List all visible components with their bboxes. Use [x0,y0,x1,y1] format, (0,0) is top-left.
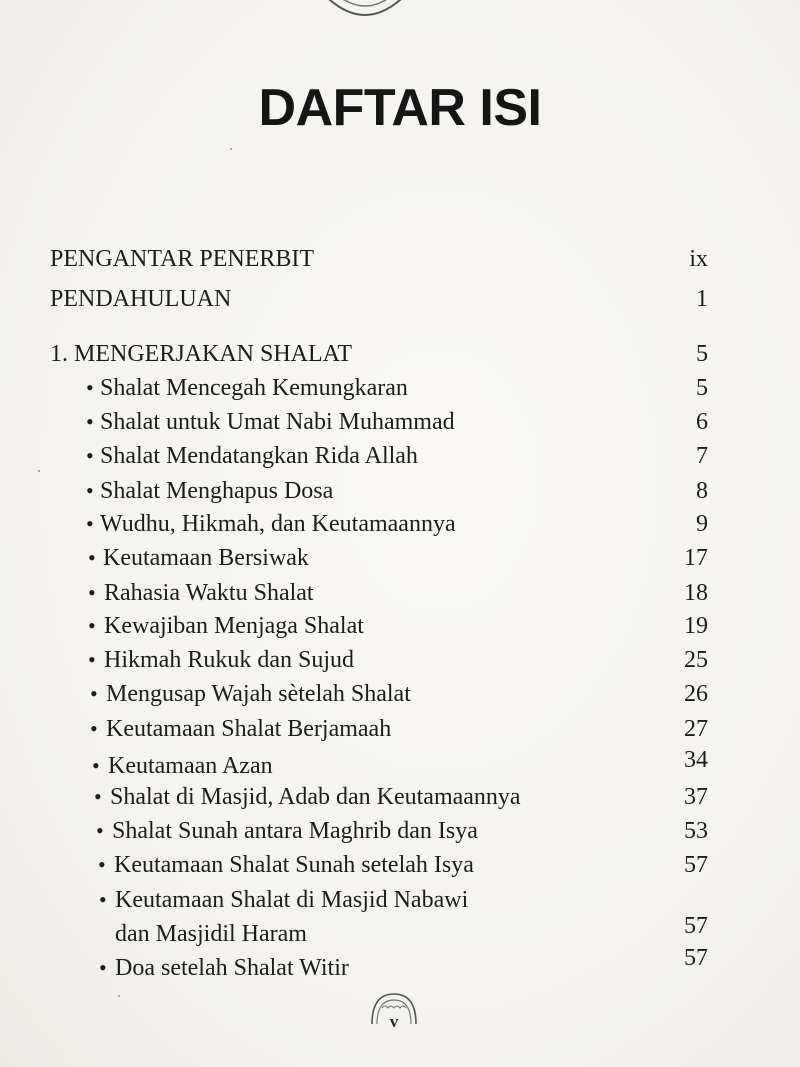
toc-item[interactable] [0,373,800,403]
toc-item-page: 9 [696,511,708,537]
toc-item[interactable] [0,885,800,949]
toc-item-label: Keutamaan Shalat Berjamaah [106,716,392,742]
toc-item[interactable] [0,441,800,471]
toc-item-page: 57 [684,945,708,971]
toc-item-page: 27 [684,716,708,742]
toc-item-page: 7 [696,443,708,469]
toc-item[interactable] [0,945,800,983]
bullet-icon: • [88,647,96,672]
toc-item[interactable] [0,714,800,744]
page-number: v [389,1012,399,1031]
bullet-icon: • [86,511,94,536]
toc-chapter-label: 1. MENGERJAKAN SHALAT [50,341,353,367]
toc-item[interactable] [0,611,800,641]
toc-item-page: 19 [684,613,708,639]
toc-item[interactable] [0,747,800,781]
bullet-icon: • [86,409,94,434]
toc-item-label: Shalat Mendatangkan Rida Allah [100,443,418,469]
toc-item-page: 57 [684,852,708,878]
toc-item-page: 57 [684,913,708,939]
bullet-icon: • [88,613,96,638]
toc-item[interactable] [0,407,800,437]
toc-item-page: 37 [684,784,708,810]
toc-entry-pengantar[interactable] [0,244,800,274]
toc-item-label: Shalat Sunah antara Maghrib dan Isya [112,818,478,844]
toc-entry-label: PENDAHULUAN [50,286,232,312]
toc-item-label: Rahasia Waktu Shalat [104,580,314,606]
toc-item[interactable] [0,578,800,608]
bullet-icon: • [96,818,104,843]
toc-item[interactable] [0,509,800,539]
bullet-icon: • [92,753,100,778]
bullet-icon: • [99,955,107,980]
toc-item-page: 6 [696,409,708,435]
toc-item-page: 17 [684,545,708,571]
bullet-icon: • [88,580,96,605]
toc-entry-label: PENGANTAR PENERBIT [50,246,315,272]
toc-item-label: Wudhu, Hikmah, dan Keutamaannya [100,511,456,537]
toc-item-page: 26 [684,681,708,707]
toc-item-page: 18 [684,580,708,606]
toc-item-label: Kewajiban Menjaga Shalat [104,613,364,639]
bullet-icon: • [90,681,98,706]
toc-item-label: Keutamaan Azan [108,753,273,779]
toc-item-label: Doa setelah Shalat Witir [115,955,349,981]
toc-item-label: Shalat Menghapus Dosa [100,478,334,504]
toc-item[interactable] [0,476,800,506]
bullet-icon: • [90,716,98,741]
toc-item[interactable] [0,782,800,812]
toc-item-label: Shalat Mencegah Kemungkaran [100,375,408,401]
toc-item-label: Mengusap Wajah sètelah Shalat [106,681,411,707]
toc-item-page: 34 [684,747,708,773]
bullet-icon: • [86,375,94,400]
toc-item-label: Shalat di Masjid, Adab dan Keutamaannya [110,784,521,810]
ornament-arch-icon [290,0,440,32]
bullet-icon: • [86,478,94,503]
toc-item-label: Shalat untuk Umat Nabi Muhammad [100,409,455,435]
toc-entry-page: 5 [696,341,708,367]
bullet-icon: • [88,545,96,570]
toc-item-label: Keutamaan Shalat di Masjid Nabawi [115,887,469,913]
toc-entry-page: 1 [696,286,708,312]
toc-item[interactable] [0,645,800,675]
page-title: DAFTAR ISI [258,79,542,137]
bullet-icon: • [86,443,94,468]
toc-item-page: 25 [684,647,708,673]
toc-item-label: Keutamaan Shalat Sunah setelah Isya [114,852,474,878]
bullet-icon: • [94,784,102,809]
paper-speck [38,470,40,472]
toc-item-label-line2: dan Masjidil Haram [115,921,307,947]
toc-item[interactable] [0,850,800,880]
paper-speck [230,148,232,150]
bullet-icon: • [99,887,107,912]
toc-entry-pendahuluan[interactable] [0,284,800,314]
toc-item-page: 5 [696,375,708,401]
bullet-icon: • [98,852,106,877]
paper-speck [118,995,120,997]
toc-item[interactable] [0,679,800,709]
toc-chapter-1[interactable] [0,339,800,369]
toc-item[interactable] [0,816,800,846]
toc-item-page: 53 [684,818,708,844]
toc-item-label: Hikmah Rukuk dan Sujud [104,647,354,673]
toc-item-page: 8 [696,478,708,504]
toc-entry-page: ix [689,246,708,272]
toc-item-label: Keutamaan Bersiwak [103,545,309,571]
toc-item[interactable] [0,543,800,573]
